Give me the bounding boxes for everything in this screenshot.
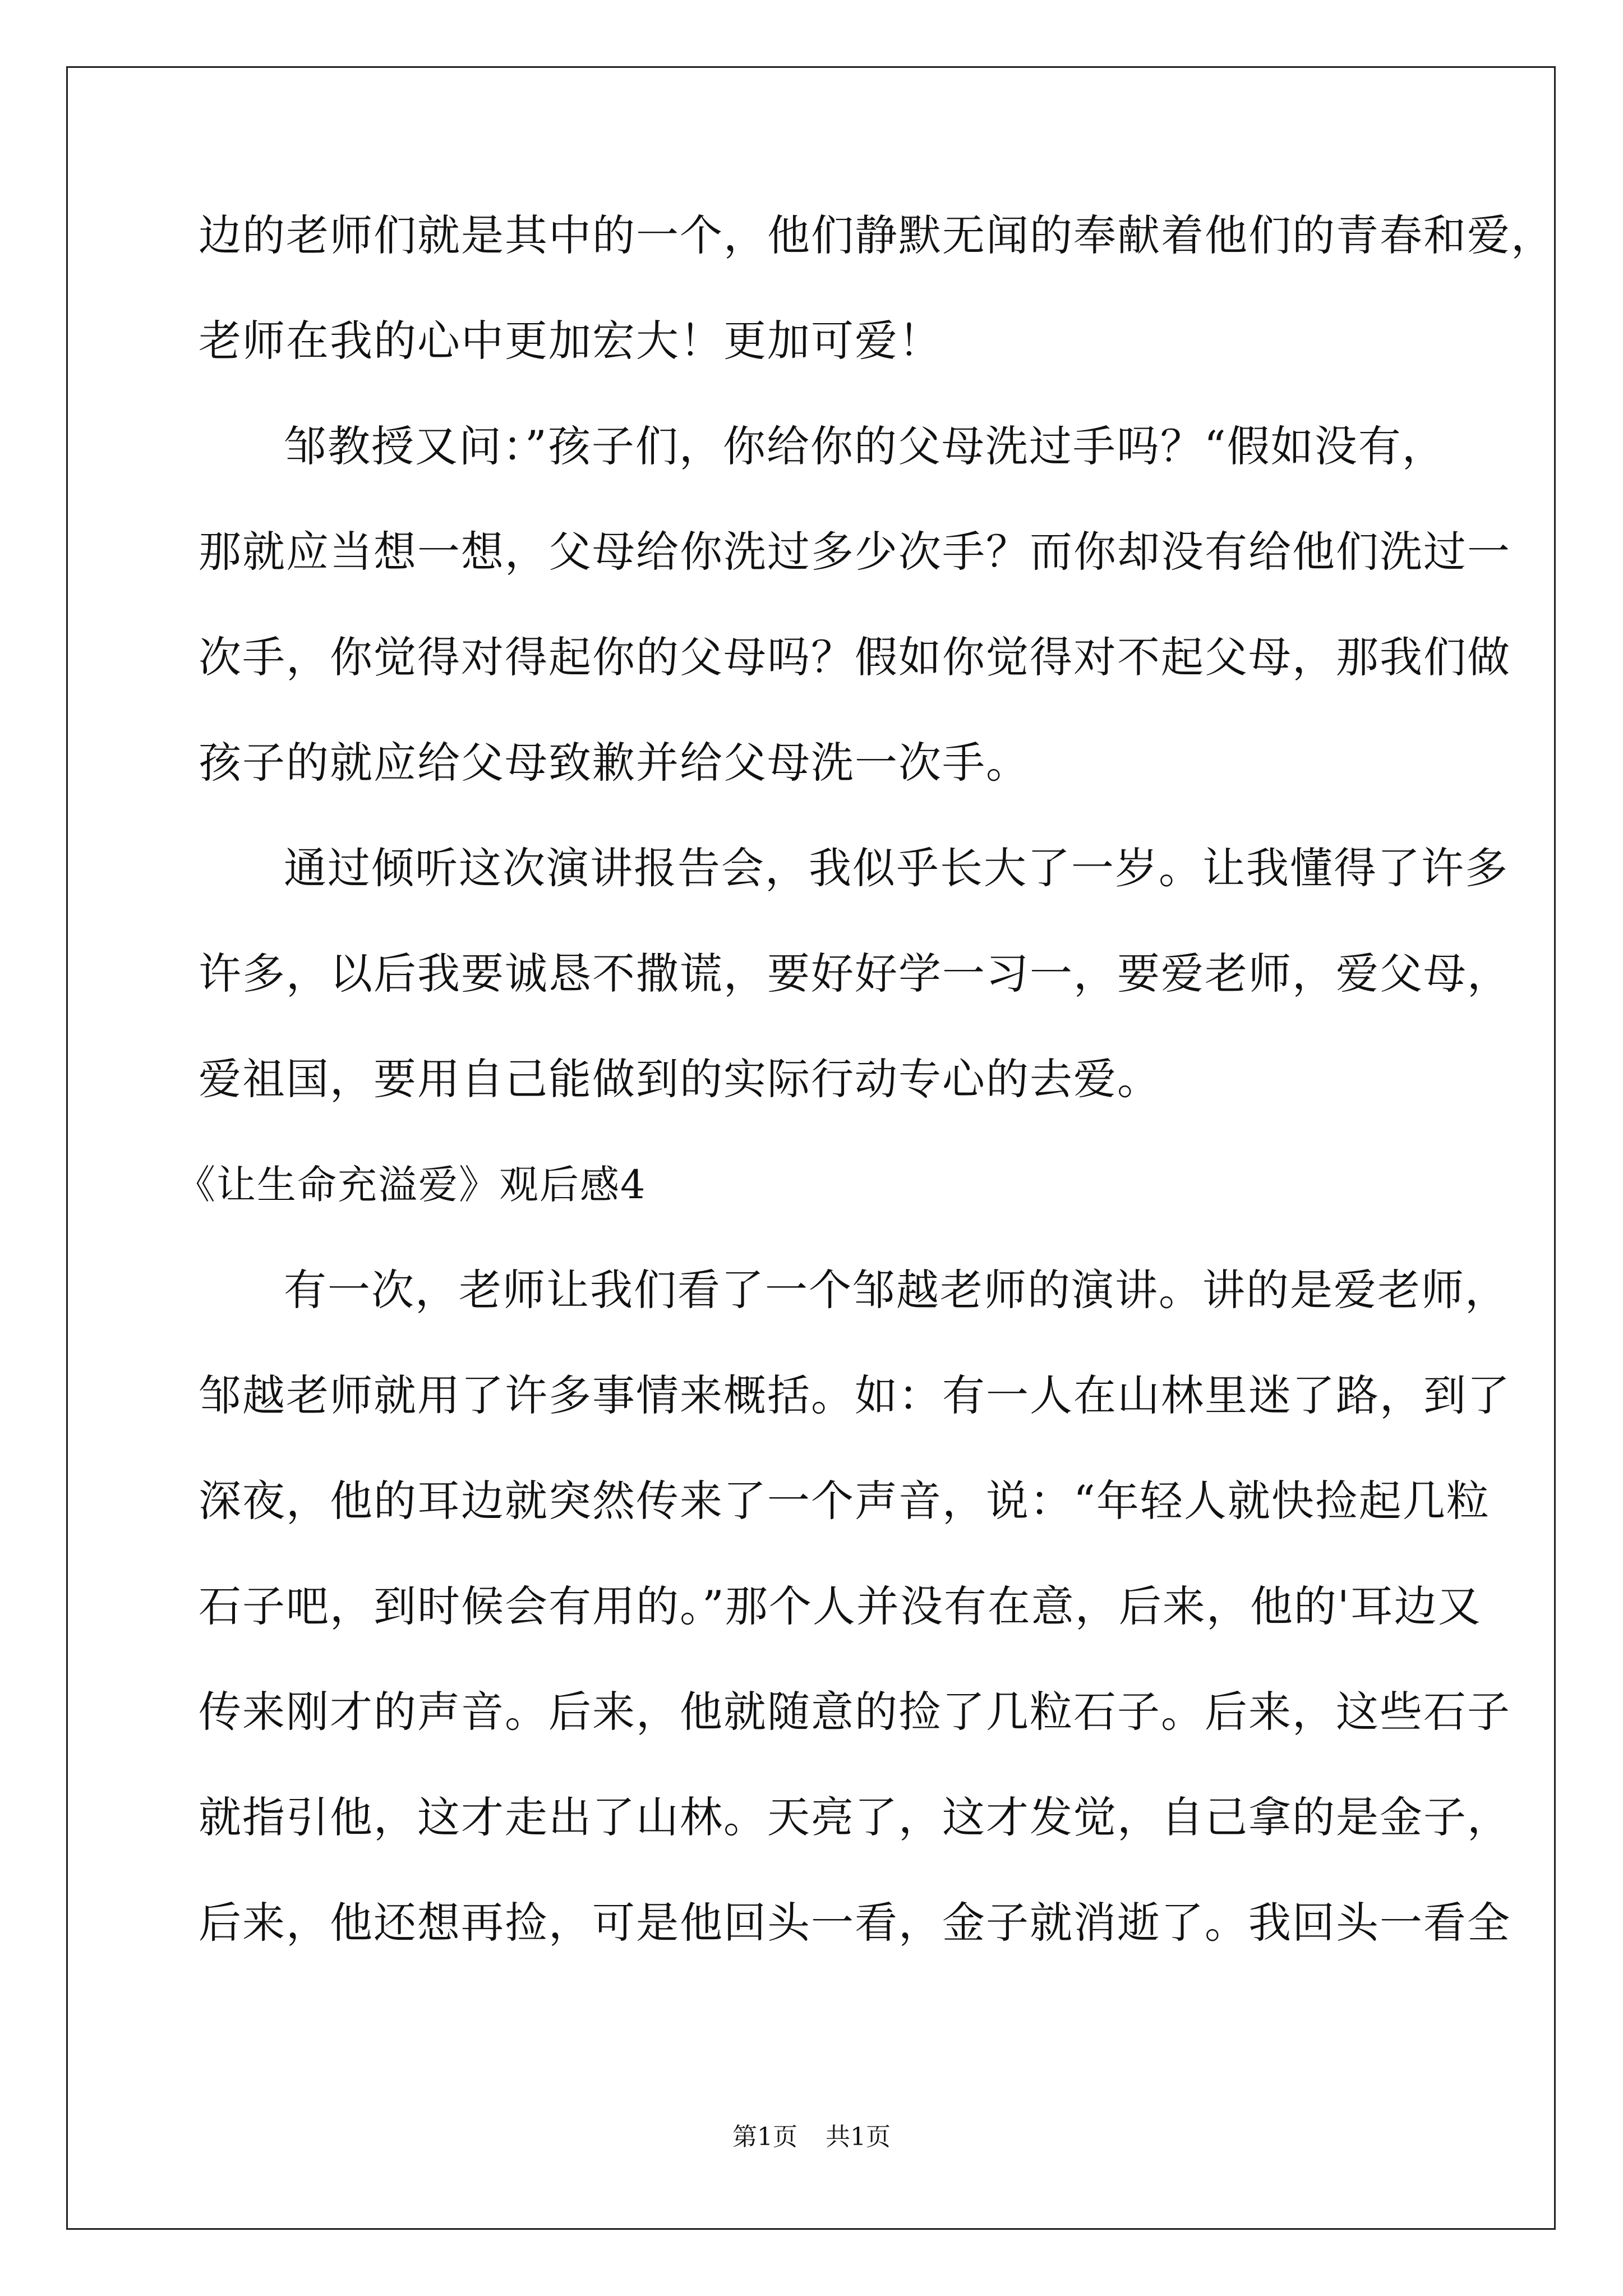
text-line: 边的老师们就是其中的一个，他们静默无闻的奉献着他们的青春和爱，: [199, 210, 1555, 260]
text-line: 后来，他还想再捡，可是他回头一看，金子就消逝了。我回头一看全: [199, 1898, 1511, 1948]
paragraph-start: 通过倾听这次演讲报告会，我似乎长大了一岁。让我懂得了许多: [284, 843, 1509, 893]
page-number: 第1页: [732, 2123, 797, 2151]
text-line: 传来刚才的声音。后来，他就随意的捡了几粒石子。后来，这些石子: [199, 1687, 1511, 1737]
page-total: 共1页: [826, 2123, 891, 2151]
text-line: 次手，你觉得对得起你的父母吗？假如你觉得对不起父母，那我们做: [199, 632, 1511, 682]
text-line: 许多，以后我要诚恳不撒谎，要好好学一习一，要爱老师，爱父母，: [199, 949, 1511, 999]
text-line: 石子吧，到时候会有用的。”那个人并没有在意，后来，他的'耳边又: [199, 1581, 1482, 1631]
text-line: 爱祖国，要用自己能做到的实际行动专心的去爱。: [199, 1054, 1161, 1104]
section-heading: 《让生命充溢爱》观后感4: [176, 1162, 647, 1208]
page-footer: [0, 2120, 1623, 2154]
paragraph-start: 邹教授又问：”孩子们，你给你的父母洗过手吗？“假如没有，: [284, 421, 1446, 471]
text-line: 就指引他，这才走出了山林。天亮了，这才发觉，自己拿的是金子，: [199, 1792, 1511, 1842]
text-line: 那就应当想一想，父母给你洗过多少次手？而你却没有给他们洗过一: [199, 527, 1511, 577]
text-line: 邹越老师就用了许多事情来概括。如：有一人在山林里迷了路，到了: [199, 1370, 1511, 1420]
text-line: 孩子的就应给父母致歉并给父母洗一次手。: [199, 738, 1030, 788]
text-line: 深夜，他的耳边就突然传来了一个声音，说：“年轻人就快捡起几粒: [199, 1476, 1490, 1526]
paragraph-start: 有一次，老师让我们看了一个邹越老师的演讲。讲的是爱老师，: [284, 1265, 1509, 1315]
text-line: 老师在我的心中更加宏大！更加可爱！: [199, 316, 942, 366]
